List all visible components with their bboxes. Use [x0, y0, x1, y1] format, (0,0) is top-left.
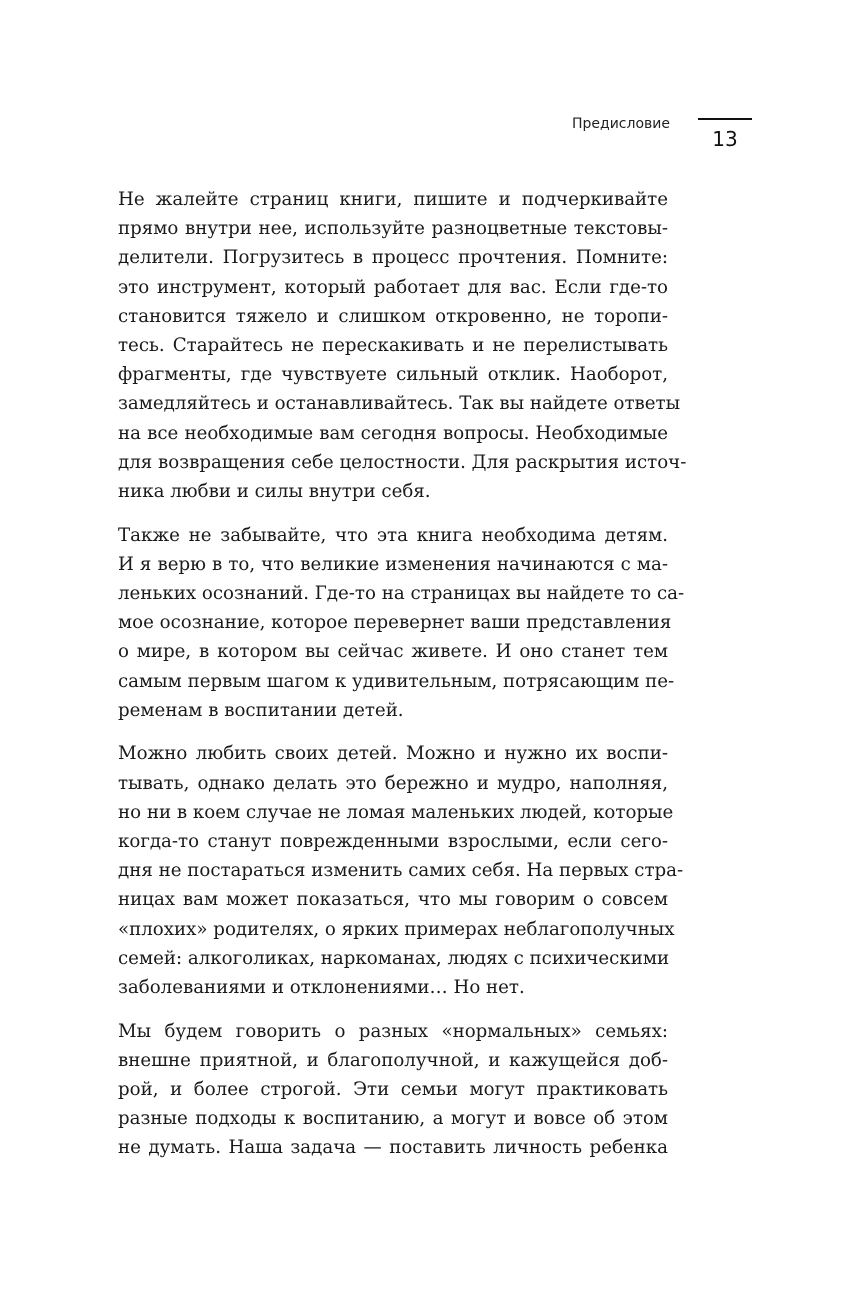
text-line: внешне приятной, и благополучной, и кажущейся доб-: [118, 1049, 668, 1071]
text-line: Не жалейте страниц книги, пишите и подчеркивайте: [118, 189, 668, 210]
text-line: Можно любить своих детей. Можно и нужно их воспи-: [118, 743, 668, 765]
text-line: заболеваниями и отклонениями… Но нет.: [118, 976, 525, 998]
text-line: семей: алкоголиках, наркоманах, людях с психическими: [118, 947, 670, 969]
text-line: ницах вам может показаться, что мы говорим о совсем: [118, 889, 668, 911]
text-line: когда-то станут поврежденными взрослыми, если сего-: [118, 830, 668, 852]
paragraph: [118, 185, 687, 506]
text-line: замедляйтесь и останавливайтесь. Так вы найдете ответы: [118, 393, 681, 415]
text-line: Также не забывайте, что эта книга необходима детям.: [118, 524, 668, 546]
text-line: ника любви и силы внутри себя.: [118, 480, 431, 502]
text-line: дня не постараться изменить самих себя. На первых стра-: [118, 860, 684, 882]
text-line: тесь. Старайтесь не перескакивать и не перелистывать: [118, 334, 668, 356]
text-line: мое осознание, которое перевернет ваши представления: [118, 612, 672, 634]
body-text: [118, 185, 687, 1177]
text-line: о мире, в котором вы сейчас живете. И оно станет тем: [118, 641, 668, 663]
paragraph: [118, 1017, 668, 1163]
text-line: рой, и более строгой. Эти семьи могут практиковать: [118, 1078, 668, 1100]
text-line: для возвращения себе целостности. Для раскрытия источ-: [118, 451, 687, 473]
text-line: разные подходы к воспитанию, а могут и вовсе об этом: [118, 1108, 668, 1130]
text-line: делители. Погрузитесь в процесс прочтения. Помните:: [118, 247, 668, 269]
text-line: но ни в коем случае не ломая маленьких людей, которые: [118, 801, 674, 823]
text-line: И я верю в то, что великие изменения начинаются с ма-: [118, 553, 668, 575]
running-header: Предисловие: [572, 116, 670, 132]
header-rule: [698, 118, 752, 120]
text-line: тывать, однако делать это бережно и мудро, наполняя,: [118, 772, 668, 794]
text-line: Мы будем говорить о разных «нормальных» семьях:: [118, 1020, 668, 1042]
text-line: леньких осознаний. Где-то на страницах вы найдете то са-: [118, 582, 685, 604]
paragraph: [118, 521, 685, 725]
text-line: самым первым шагом к удивительным, потрясающим пе-: [118, 670, 675, 692]
page-number: 13: [712, 127, 738, 151]
text-line: на все необходимые вам сегодня вопросы. Необходимые: [118, 422, 668, 444]
text-line: это инструмент, который работает для вас. Если где-то: [118, 276, 668, 298]
text-line: не думать. Наша задача — поставить личность ребенка: [118, 1137, 668, 1159]
text-line: ременам в воспитании детей.: [118, 699, 404, 721]
text-line: «плохих» родителях, о ярких примерах неблагополучных: [118, 918, 675, 940]
text-line: фрагменты, где чувствуете сильный отклик. Наоборот,: [118, 364, 668, 386]
text-line: прямо внутри нее, используйте разноцветные текстовы-: [118, 218, 668, 240]
paragraph: [118, 739, 684, 1002]
text-line: становится тяжело и слишком откровенно, не торопи-: [118, 305, 668, 327]
